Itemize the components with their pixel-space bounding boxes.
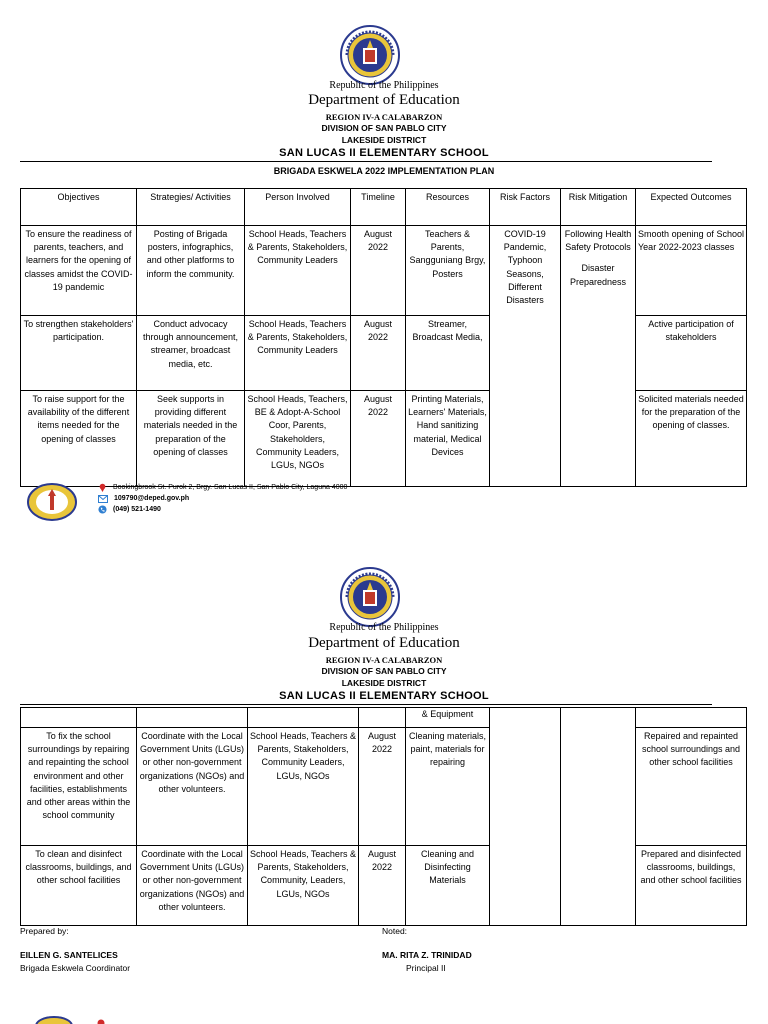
col-risk-factors: Risk Factors: [490, 189, 561, 226]
strategy-cell: Conduct advocacy through announcement, streamer, broadcast media, etc.: [137, 316, 245, 391]
department-title: Department of Education: [308, 92, 460, 108]
objective-cell: To fix the school surroundings by repairing and repainting the school environment and other facilities, establishments and other areas within the school community: [21, 728, 137, 846]
resources-cell: Teachers & Parents, Sangguniang Brgy, Posters: [406, 226, 490, 316]
persons-cell: School Heads, Teachers & Parents, Stakeholders, Community, Leaders, LGUs, NGOs: [248, 846, 359, 926]
col-strategies: Strategies/ Activities: [137, 189, 245, 226]
footer-address: Bookingbrook St. Purok 2, Brgy. San Lucas II, San Pablo City, Laguna 4000: [113, 484, 348, 491]
col-persons: Person Involved: [245, 189, 351, 226]
header-rule: [20, 704, 712, 705]
objective-cell: To ensure the readiness of parents, teachers, and learners for the opening of classes amidst the COVID-19 pandemic: [21, 226, 137, 316]
outcome-cell: Active participation of stakeholders: [636, 316, 747, 391]
division-line: DIVISION OF SAN PABLO CITY: [321, 666, 447, 676]
empty-cell: [137, 708, 248, 728]
strategy-cell: Seek supports in providing different materials needed in the preparation of the opening of classes: [137, 391, 245, 487]
objective-cell: To clean and disinfect classrooms, buildings, and other school facilities: [21, 846, 137, 926]
resources-cell: Streamer, Broadcast Media,: [406, 316, 490, 391]
resources-cell: Cleaning materials, paint, materials for repairing: [406, 728, 490, 846]
risk-factors-cell: COVID-19 Pandemic, Typhoon Seasons, Different Disasters: [490, 226, 561, 487]
outcome-cell: Smooth opening of School Year 2022-2023 classes: [636, 226, 747, 316]
resources-continuation: & Equipment: [406, 708, 490, 728]
location-pin-icon: [96, 1018, 106, 1024]
school-name: SAN LUCAS II ELEMENTARY SCHOOL: [279, 690, 489, 702]
col-risk-mitigation: Risk Mitigation: [561, 189, 636, 226]
empty-cell: [21, 708, 137, 728]
strategy-cell: Posting of Brigada posters, infographics, and other platforms to inform the community.: [137, 226, 245, 316]
region-line: REGION IV-A CALABARZON: [325, 655, 443, 665]
objective-cell: To strengthen stakeholders' participation.: [21, 316, 137, 391]
noted-title: Principal II: [406, 963, 446, 973]
table-row: [21, 226, 747, 316]
republic-line: Republic of the Philippines: [329, 622, 439, 633]
division-line: DIVISION OF SAN PABLO CITY: [321, 123, 447, 133]
timeline-cell: August 2022: [351, 226, 406, 316]
implementation-table: [20, 188, 747, 487]
deped-seal: [339, 24, 401, 86]
deped-seal: [339, 566, 401, 628]
department-title: Department of Education: [308, 635, 460, 651]
risk-mitigation-1: Following Health Safety Protocols: [564, 229, 632, 253]
persons-cell: School Heads, Teachers & Parents, Stakeholders, Community Leaders, LGUs, NGOs: [248, 728, 359, 846]
noted-label: Noted:: [382, 926, 408, 936]
objective-cell: To raise support for the availability of the different items needed for the opening of classes: [21, 391, 137, 487]
prepared-by-title: Brigada Eskwela Coordinator: [20, 963, 131, 973]
table-row: [21, 728, 747, 846]
table-header-row: [21, 189, 747, 226]
plan-title: BRIGADA ESKWELA 2022 IMPLEMENTATION PLAN: [273, 166, 495, 176]
header-rule: [20, 161, 712, 162]
col-timeline: Timeline: [351, 189, 406, 226]
empty-cell: [561, 708, 636, 926]
strategy-cell: Coordinate with the Local Government Units (LGUs) or other non-government organizations (NGOs) and other volunteers.: [137, 728, 248, 846]
timeline-cell: August 2022: [351, 316, 406, 391]
footer-contact: [98, 482, 347, 515]
outcome-cell: Repaired and repainted school surroundings and other school facilities: [636, 728, 747, 846]
school-logo: [26, 482, 78, 522]
prepared-by-label: Prepared by:: [20, 926, 69, 936]
district-line: LAKESIDE DISTRICT: [341, 678, 427, 688]
strategy-cell: Coordinate with the Local Government Units (LGUs) or other non-government organizations (NGOs) and other volunteers.: [137, 846, 248, 926]
empty-cell: [490, 708, 561, 926]
district-line: LAKESIDE DISTRICT: [341, 135, 427, 145]
timeline-cell: August 2022: [359, 846, 406, 926]
table-row: [21, 391, 747, 487]
outcome-cell: Solicited materials needed for the preparation of the opening of classes.: [636, 391, 747, 487]
prepared-by-name: EILLEN G. SANTELICES: [20, 950, 118, 960]
footer-email: 109790@deped.gov.ph: [114, 495, 190, 502]
phone-icon: [98, 505, 107, 514]
persons-cell: School Heads, Teachers & Parents, Stakeholders, Community Leaders: [245, 226, 351, 316]
email-icon: [98, 495, 108, 503]
persons-cell: School Heads, Teachers, BE & Adopt-A-School Coor, Parents, Stakeholders, Community Leaders, LGUs, NGOs: [245, 391, 351, 487]
risk-mitigation-2: Disaster Preparedness: [569, 263, 627, 287]
persons-cell: School Heads, Teachers & Parents, Stakeholders, Community Leaders: [245, 316, 351, 391]
region-line: REGION IV-A CALABARZON: [325, 112, 443, 122]
risk-mitigation-cell: [561, 226, 636, 487]
empty-cell: [636, 708, 747, 728]
noted-name: MA. RITA Z. TRINIDAD: [382, 950, 472, 960]
resources-cell: Cleaning and Disinfecting Materials: [406, 846, 490, 926]
implementation-table-continued: [20, 707, 747, 926]
school-name: SAN LUCAS II ELEMENTARY SCHOOL: [279, 147, 489, 159]
col-expected-outcomes: Expected Outcomes: [636, 189, 747, 226]
timeline-cell: August 2022: [359, 728, 406, 846]
col-resources: Resources: [406, 189, 490, 226]
empty-cell: [248, 708, 359, 728]
table-row: [21, 708, 747, 728]
resources-cell: Printing Materials, Learners' Materials, Hand sanitizing material, Medical Devices: [406, 391, 490, 487]
col-objectives: Objectives: [21, 189, 137, 226]
table-row: [21, 316, 747, 391]
footer-phone: (049) 521-1490: [113, 506, 161, 513]
outcome-cell: Prepared and disinfected classrooms, buildings, and other school facilities: [636, 846, 747, 926]
timeline-cell: August 2022: [351, 391, 406, 487]
table-row: [21, 846, 747, 926]
location-pin-icon: [98, 483, 107, 492]
republic-line: Republic of the Philippines: [329, 80, 439, 91]
school-logo-partial: [34, 1016, 74, 1024]
empty-cell: [359, 708, 406, 728]
